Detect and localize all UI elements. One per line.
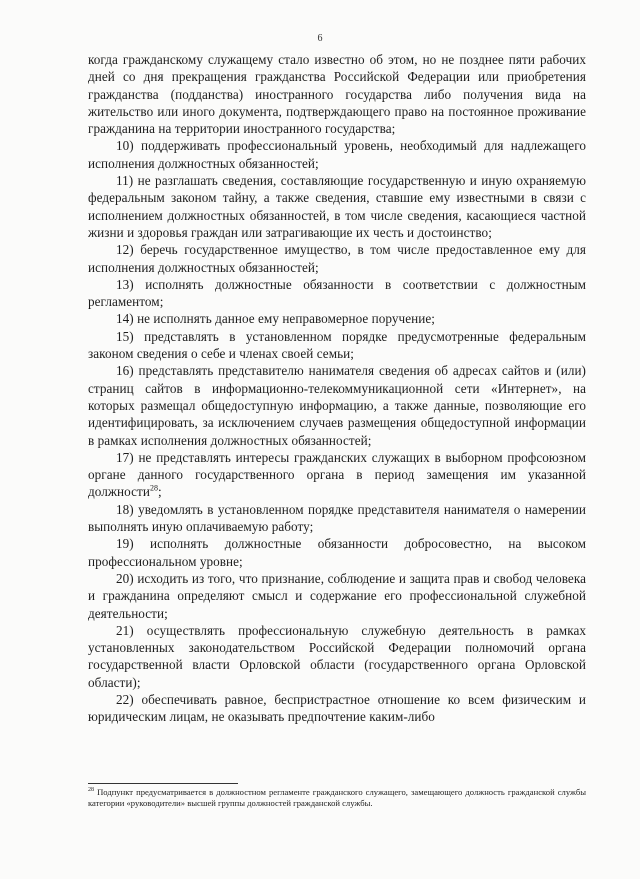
paragraph-item-10: 10) поддерживать профессиональный уровень, необходимый для надлежащего исполнения должностных обязанностей; [88,138,586,171]
paragraph-item-18: 18) уведомлять в установленном порядке представителя нанимателя о намерении выполнять иную оплачиваемую работу; [88,501,586,535]
paragraph-continuation: когда гражданскому служащему стало известно об этом, но не позднее пяти рабочих дней со дня прекращения гражданства Российской Федерации или приобретения гражданства (подданства) иностранного государства либо получения вида на жительство или иного документа, подтверждающего право на постоянное проживание гражданина на территории иностранного государства; [88,52,586,137]
footnote-mark: 28 [88,787,94,794]
paragraph-item-11: 11) не разглашать сведения, составляющие государственную и иную охраняемую федеральным законом тайну, а также сведения, ставшие ему известными в связи с исполнением должностных обязанностей, в том числе сведения, касающиеся частной жизни и здоровья граждан или затрагивающие их честь и достоинство; [88,173,586,240]
footnote [88,787,586,809]
paragraph-item-21: 21) осуществлять профессиональную служебную деятельность в рамках установленных законодательством Российской Федерации полномочий органа государственной власти Орловской области (государственного органа Орловской области); [88,622,586,690]
paragraph-item-17-end: ; [158,484,162,500]
paragraph-item-14: 14) не исполнять данное ему неправомерное поручение; [116,311,435,327]
body-text [88,51,586,726]
paragraph-item-16: 16) представлять представителю нанимателя сведения об адресах сайтов и (или) страниц сайтов в информационно-телекоммуникационной сети «Интернет», на которых размещал общедоступную информацию, а также данные, позволяющие его идентифицировать, за исключением случаев размещения общедоступной информации в рамках исполнения должностных обязанностей; [88,363,586,448]
page-number: 6 [317,33,323,44]
footnote-text: Подпункт предусматривается в должностном регламенте гражданского служащего, замещающего должность гражданской службы категории «руководители» высшей группы должностей гражданской службы. [88,787,586,809]
paragraph-item-17-text: 17) не представлять интересы гражданских служащих в выборном профсоюзном органе данного государственного органа в период замещения им указанной должности [88,449,586,500]
footnote-divider [88,783,238,784]
footnote-reference[interactable]: 28 [149,484,159,494]
paragraph-item-13: 13) исполнять должностные обязанности в соответствии с должностным регламентом; [88,276,586,310]
paragraph-item-12: 12) беречь государственное имущество, в том числе предоставленное ему для исполнения должностных обязанностей; [88,242,586,275]
paragraph-item-15: 15) представлять в установленном порядке предусмотренные федеральным законом сведения о себе и членах своей семьи; [88,328,586,362]
paragraph-item-20: 20) исходить из того, что признание, соблюдение и защита прав и свобод человека и гражданина определяют смысл и содержание его профессиональной служебной деятельности; [88,570,586,621]
paragraph-item-22: 22) обеспечивать равное, беспристрастное отношение ко всем физическим и юридическим лицам, не оказывать предпочтение каким-либо [88,691,586,725]
paragraph-item-17 [88,449,586,501]
paragraph-item-19: 19) исполнять должностные обязанности добросовестно, на высоком профессиональном уровне; [88,536,586,569]
